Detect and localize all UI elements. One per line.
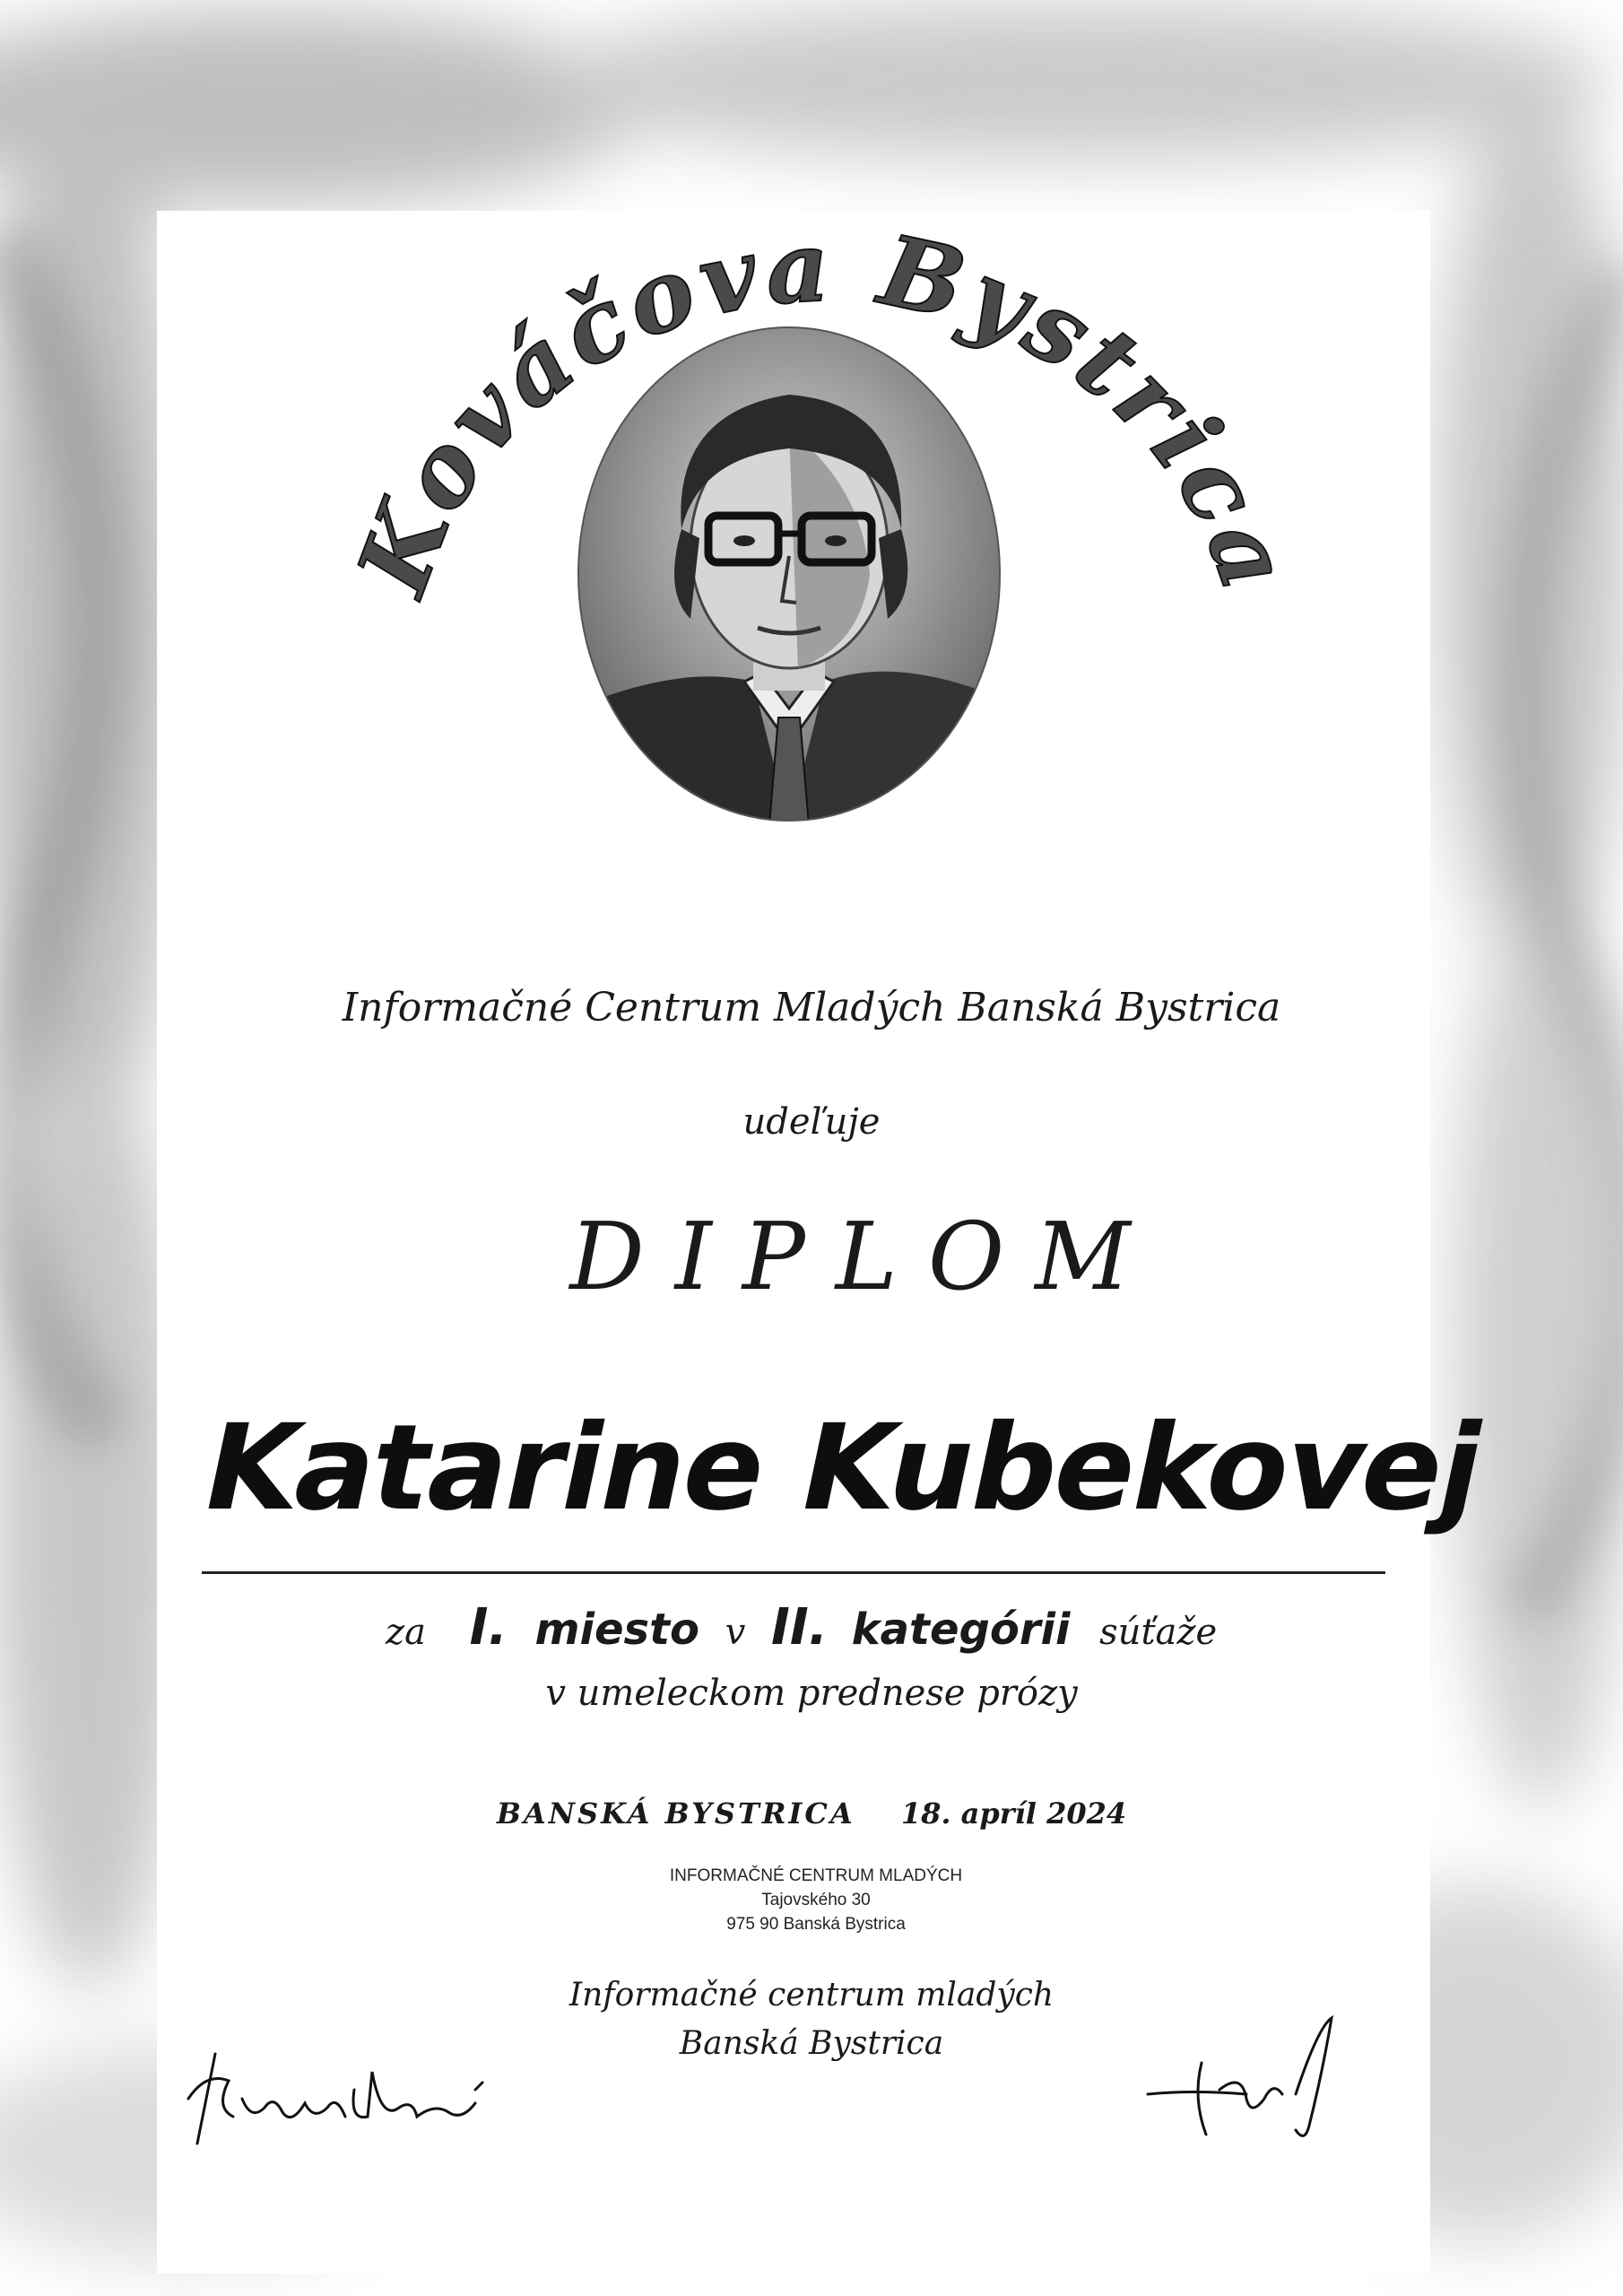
reason-suffix: súťaže xyxy=(1099,1612,1218,1653)
category-number: II. xyxy=(771,1598,828,1657)
place-number: I. xyxy=(469,1598,508,1657)
place-date-line xyxy=(0,1796,1623,1831)
stamp-street: Tajovského 30 xyxy=(761,1891,871,1909)
reason-prefix: za xyxy=(386,1612,426,1653)
portrait-image xyxy=(574,323,1004,825)
awards-text: udeľuje xyxy=(742,1101,881,1143)
address-stamp xyxy=(628,1864,1004,1936)
reason-v: v xyxy=(725,1612,746,1653)
reason-miesto: miesto xyxy=(534,1605,699,1655)
recipient-underline xyxy=(202,1571,1385,1574)
recipient-name: Katarine Kubekovej xyxy=(191,1399,1496,1537)
stamp-city: 975 90 Banská Bystrica xyxy=(726,1915,906,1934)
reason-line-1 xyxy=(386,1598,1217,1657)
reason-line-2: v umeleckom prednese prózy xyxy=(545,1673,1078,1714)
reason-kategorii: kategórii xyxy=(851,1605,1071,1655)
title-text: Kováčova Bystrica xyxy=(336,210,1314,609)
place-text: BANSKÁ BYSTRICA xyxy=(496,1796,855,1831)
signature-right xyxy=(1139,2009,1372,2144)
signature-left xyxy=(179,2036,538,2161)
date-text: 18. apríl 2024 xyxy=(900,1796,1127,1831)
document-type-heading: DIPLOM xyxy=(569,1202,1161,1311)
footer-org-line-2: Banská Bystrica xyxy=(679,2025,944,2062)
stamp-org-name: INFORMAČNÉ CENTRUM MLADÝCH xyxy=(669,1866,963,1885)
issuer-text: Informačné Centrum Mladých Banská Bystrica xyxy=(342,985,1281,1031)
footer-org-line-1: Informačné centrum mladých xyxy=(568,1977,1055,2013)
